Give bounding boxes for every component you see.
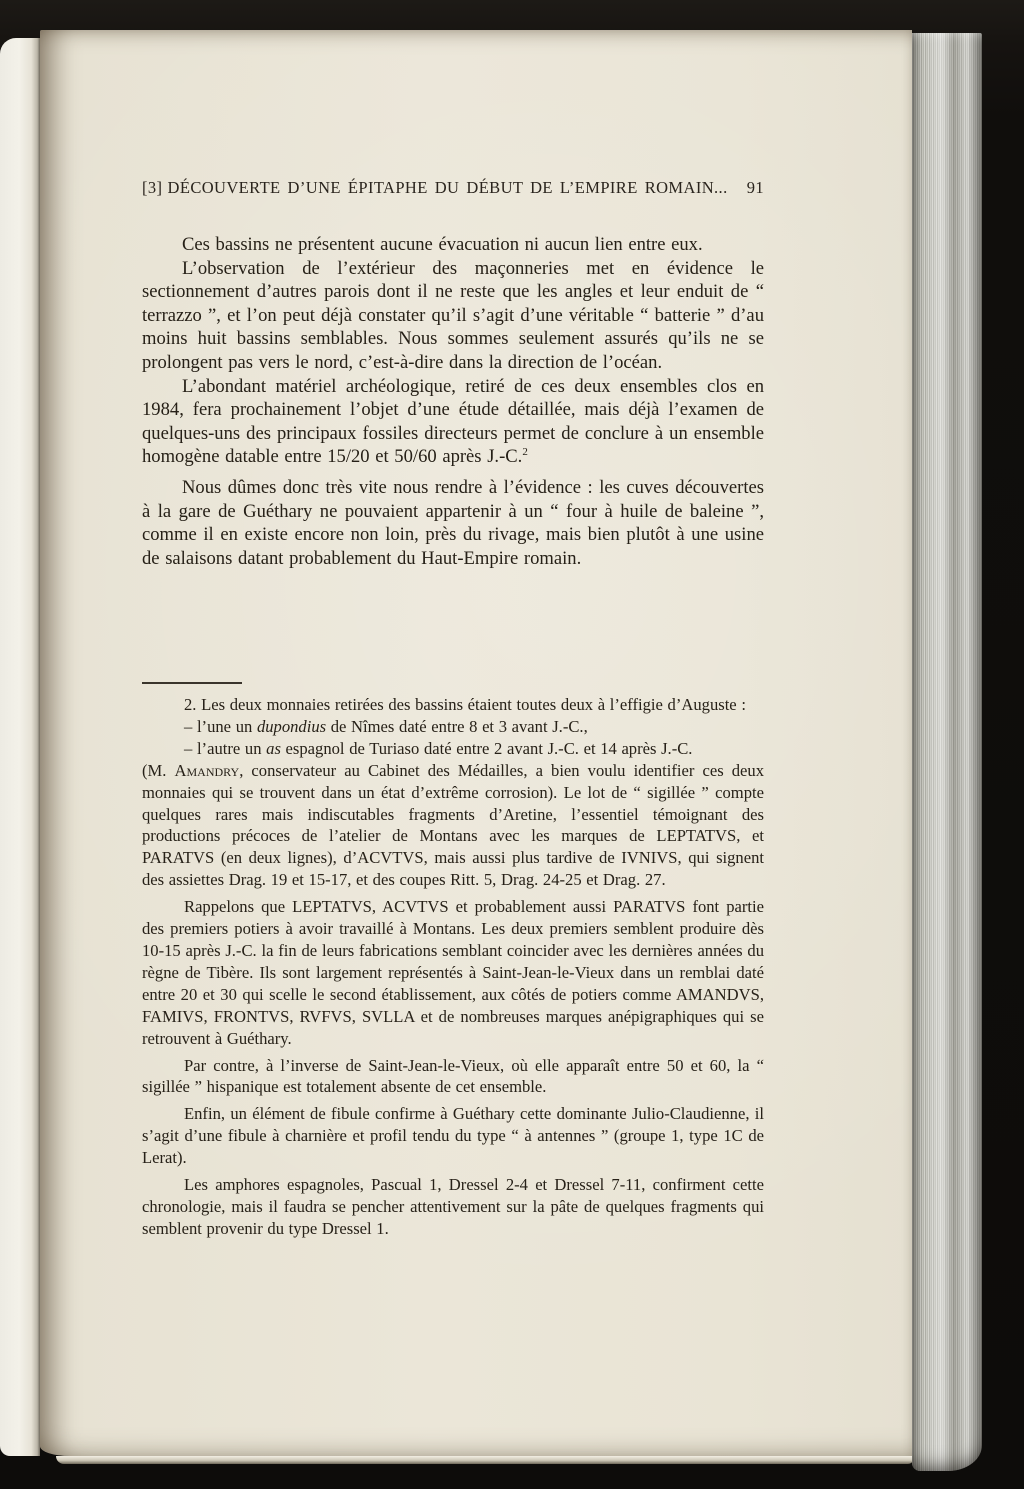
- latin-term-italic: dupondius: [256, 716, 327, 736]
- paragraph: [142, 375, 764, 469]
- footnote-item-text: espagnol de Turiaso daté entre 2 avant J.-C. et 14 après J.-C.: [280, 738, 693, 758]
- footnote-paragraph: Les amphores espagnoles, Pascual 1, Dressel 2-4 et Dressel 7-11, confirment cette chronologie, mais il faudra se pencher attentivement sur la pâte de quelques fragments qui semblent provenir du type Dressel 1.: [142, 1175, 764, 1238]
- footnote-list-item: [142, 716, 764, 738]
- footnotes-block: [142, 694, 764, 1240]
- footnote-item-text: de Nîmes daté entre 8 et 3 avant J.-C.,: [326, 716, 588, 736]
- footnote-separator: [142, 682, 242, 684]
- header-page-number: 91: [746, 178, 764, 197]
- paragraph: Ces bassins ne présentent aucune évacuation ni aucun lien entre eux.: [182, 234, 703, 255]
- author-name-smallcaps: Amandry: [174, 760, 240, 780]
- footnote-paragraph: Rappelons que LEPTATVS, ACVTVS et probablement aussi PARATVS font partie des premiers potiers à avoir travaillé à Montans. Les deux premiers semblent produire dès 10-15 après J.-C. la fin de leurs fabrications semblant coincider avec les dernières années du règne de Tibère. Ils sont largement représentés à Saint-Jean-le-Vieux dans un remblai daté entre 20 et 30 qui scelle le second établissement, aux côtés de potiers comme AMANDVS, FAMIVS, FRONTVS, RVFVS, SVLLA et de nombreuses marques anépigraphiques qui se retrouvent à Guéthary.: [142, 897, 764, 1048]
- footnote-intro: 2. Les deux monnaies retirées des bassins étaient toutes deux à l’effigie d’Auguste :: [184, 695, 746, 714]
- header-title: DÉCOUVERTE D’UNE ÉPITAPHE DU DÉBUT DE L’EMPIRE ROMAIN...: [167, 178, 728, 197]
- footnote-item-text: – l’une un: [184, 716, 257, 736]
- footnote-text: (M.: [142, 760, 175, 780]
- running-header: [142, 178, 764, 198]
- footnote-text: , conservateur au Cabinet des Médailles, a bien voulu identifier ces deux monnaies qui se trouvent dans un état d’extrême corrosion). Le lot de “ sigillée ” compte quelques rares mais indiscutables fragments d’Aretine, l’essentiel témoignant des productions précoces de l’atelier de Montans avec les marques de LEPTATVS, et PARATVS (en deux lignes), d’ACVTVS, mais aussi plus tardive de IVNIVS, qui signent des assiettes Drag. 19 et 15-17, et des coupes Ritt. 5, Drag. 24-25 et Drag. 27.: [142, 760, 764, 890]
- paragraph-text: L’abondant matériel archéologique, retiré de ces deux ensembles clos en 1984, fera prochainement l’objet d’une étude détaillée, mais déjà l’examen de quelques-uns des principaux fossiles directeurs permet de conclure à un ensemble homogène datable entre 15/20 et 50/60 après J.-C.: [142, 375, 764, 468]
- book-fore-edge: [912, 33, 982, 1471]
- latin-term-italic: as: [266, 738, 281, 758]
- footnote-continuation: [142, 760, 764, 891]
- paragraph: Nous dûmes donc très vite nous rendre à l’évidence : les cuves découvertes à la gare de Guéthary ne pouvaient appartenir à un “ four à huile de baleine ”, comme il en existe encore non loin, près du rivage, mais bien plutôt à une usine de salaisons datant probablement du Haut-Empire romain.: [142, 476, 764, 569]
- footnote-list-item: [142, 738, 764, 760]
- book-page: [40, 30, 912, 1456]
- footnote-paragraph: Enfin, un élément de fibule confirme à Guéthary cette dominante Julio-Claudienne, il s’agit d’une fibule à charnière et profil tendu du type “ à antennes ” (groupe 1, type 1C de Lerat).: [142, 1104, 764, 1168]
- previous-page-edge: [0, 38, 40, 1456]
- paragraph: L’observation de l’extérieur des maçonneries met en évidence le sectionnement d’autres parois dont il ne reste que les angles et leur enduit de “ terrazzo ”, et l’on peut déjà constater qu’il s’agit d’une véritable “ batterie ” d’au moins huit bassins semblables. Nous sommes seulement assurés qu’ils ne se prolongent pas vers le nord, c’est-à-dire dans la direction de l’océan.: [142, 257, 764, 373]
- header-section-number: [3]: [142, 178, 163, 197]
- footnote-reference: 2: [522, 446, 528, 459]
- article-body: [142, 233, 764, 570]
- footnote-paragraph: Par contre, à l’inverse de Saint-Jean-le-Vieux, où elle apparaît entre 50 et 60, la “ sigillée ” hispanique est totalement absente de cet ensemble.: [142, 1055, 764, 1097]
- footnote-item-text: – l’autre un: [184, 738, 267, 758]
